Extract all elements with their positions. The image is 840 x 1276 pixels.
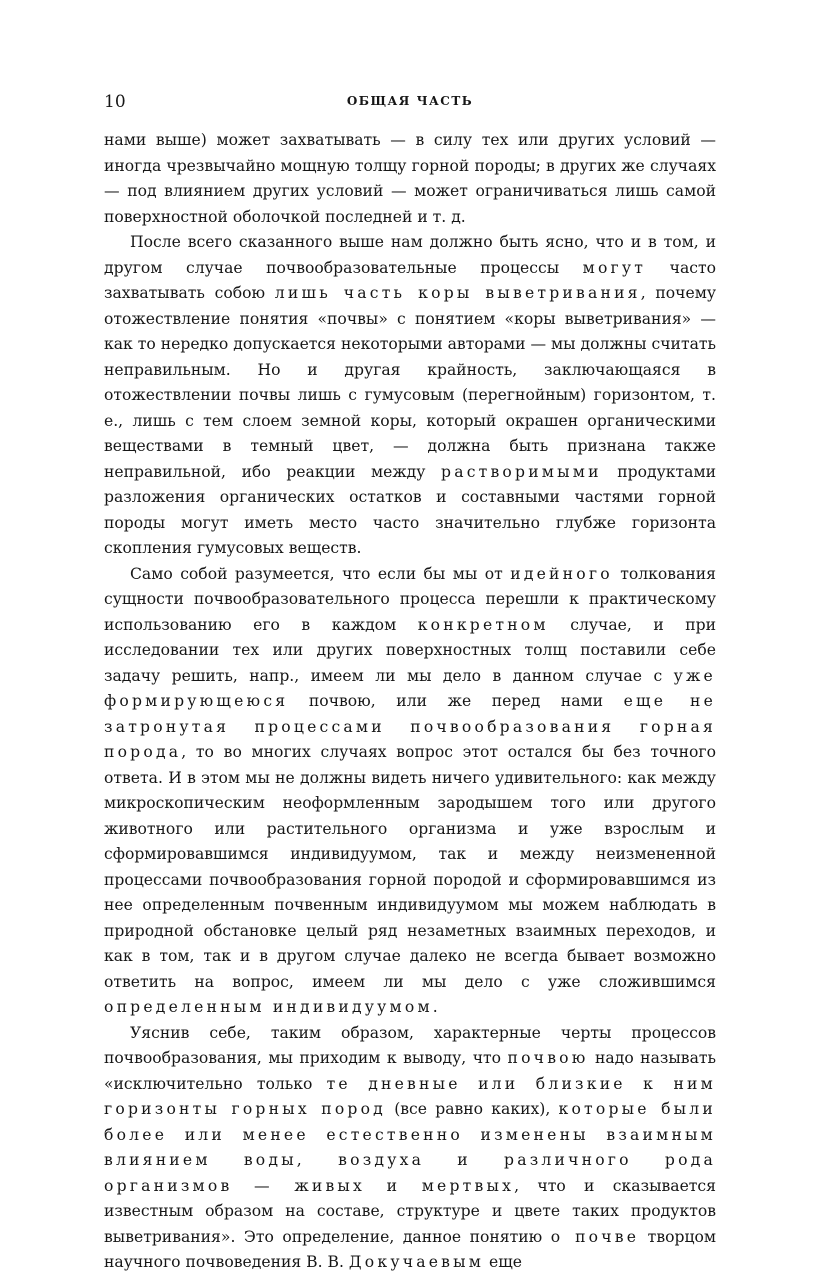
text-run: (все равно каких), xyxy=(385,1100,559,1118)
spaced-emphasis-text: идейного xyxy=(510,564,613,583)
spaced-emphasis-text: Докучаевым xyxy=(348,1253,485,1271)
text-run: Уяснив себе, таким образом, характерные черты процессов почвообразования, мы приходим к выводу, что xyxy=(104,1023,716,1067)
text-run: После всего сказанного выше нам должно быть ясно, что и в том, и другом случае почвообразовательные процессы xyxy=(104,233,716,277)
paragraph-3 xyxy=(104,562,716,1021)
paragraph-2 xyxy=(104,230,716,562)
spaced-emphasis-text: которые были более или менее естественно изменены взаимным влиянием воды, воздуха и различного рода организмов — живых и мертвых xyxy=(104,1100,716,1195)
text-run: Само собой разумеется, что если бы мы от xyxy=(130,564,511,583)
text-run: нами выше) может захватывать — в силу тех или других условий — иногда чрезвычайно мощную толщу горной породы; в других же случаях — под влиянием других условий — может ограничиваться лишь самой поверхностной оболочкой последней и т. д. xyxy=(104,131,716,226)
spaced-emphasis-text: определенным индивидуумом xyxy=(104,998,433,1016)
spaced-emphasis-text: могут xyxy=(582,258,647,277)
text-run: толкования сущности почвообразовательного процесса перешли к практическому использованию его в каждом xyxy=(104,564,716,634)
text-run: почвою, или же перед нами xyxy=(288,692,624,710)
book-page xyxy=(104,92,716,1276)
text-run: , почему отожествление понятия «почвы» с понятием «коры выветривания» — как то нередко допускается некоторыми авторами — мы должны считать неправильным. Но и другая крайность, заключающаяся в отожествлении почвы лишь с гумусовым (перегнойным) горизонтом, т. е., лишь с тем слоем земной коры, который окрашен органическими веществами в темный цвет, — должна быть признана также неправильной, ибо реакции между xyxy=(104,284,716,481)
text-run: . xyxy=(432,998,438,1016)
paragraph-1 xyxy=(104,128,716,230)
spaced-emphasis-text: те дневные или близкие к ним горизонты горных пород xyxy=(104,1074,716,1118)
text-run: надо называть «исключительно только xyxy=(104,1049,716,1093)
text-run: , что и сказывается известным образом на составе, структуре и цвете таких продуктов выветривания». Это определение, данное понятию xyxy=(104,1176,716,1246)
page-header xyxy=(104,92,716,116)
text-run: случае, и при исследовании тех или других поверхностных толщ поставили себе задачу решить, напр., имеем ли мы дело в данном случае с xyxy=(104,615,716,685)
text-run: часто захватывать собою xyxy=(104,258,716,302)
page-number: 10 xyxy=(104,92,126,112)
paragraph-4 xyxy=(104,1021,716,1276)
body-text xyxy=(104,128,716,1276)
spaced-emphasis-text: лишь часть коры выветривания xyxy=(274,284,641,302)
spaced-emphasis-text: уже формирующеюся xyxy=(104,666,716,710)
text-run: творцом научного почвоведения В. В. xyxy=(104,1227,717,1271)
spaced-emphasis-text: растворимыми xyxy=(441,462,602,481)
running-title: ОБЩАЯ ЧАСТЬ xyxy=(346,94,474,108)
spaced-emphasis-text: еще не затронутая процессами почвообразования горная порода xyxy=(104,692,717,761)
spaced-emphasis-text: почвою xyxy=(507,1049,589,1067)
text-run: еще xyxy=(484,1253,522,1271)
text-run: продуктами разложения органических остатков и составными частями горной породы могут иметь место часто значительно глубже горизонта скопления гумусовых веществ. xyxy=(104,462,716,557)
spaced-emphasis-text: о почве xyxy=(550,1227,640,1246)
text-run: , то во многих случаях вопрос этот остался бы без точного ответа. И в этом мы не должны видеть ничего удивительного: как между микроскопическим неоформленным зародышем того или другого животного или растительного организма и уже взрослым и сформировавшимся индивидуумом, так и между неизмененной процессами почвообразования горной породой и сформировавшимся из нее определенным почвенным индивидуумом мы можем наблюдать в природной обстановке целый ряд незаметных взаимных переходов, и как в том, так и в другом случае далеко не всегда бывает возможно ответить на вопрос, имеем ли мы дело с уже сложившимся xyxy=(104,743,716,991)
spaced-emphasis-text: конкретном xyxy=(417,615,549,634)
